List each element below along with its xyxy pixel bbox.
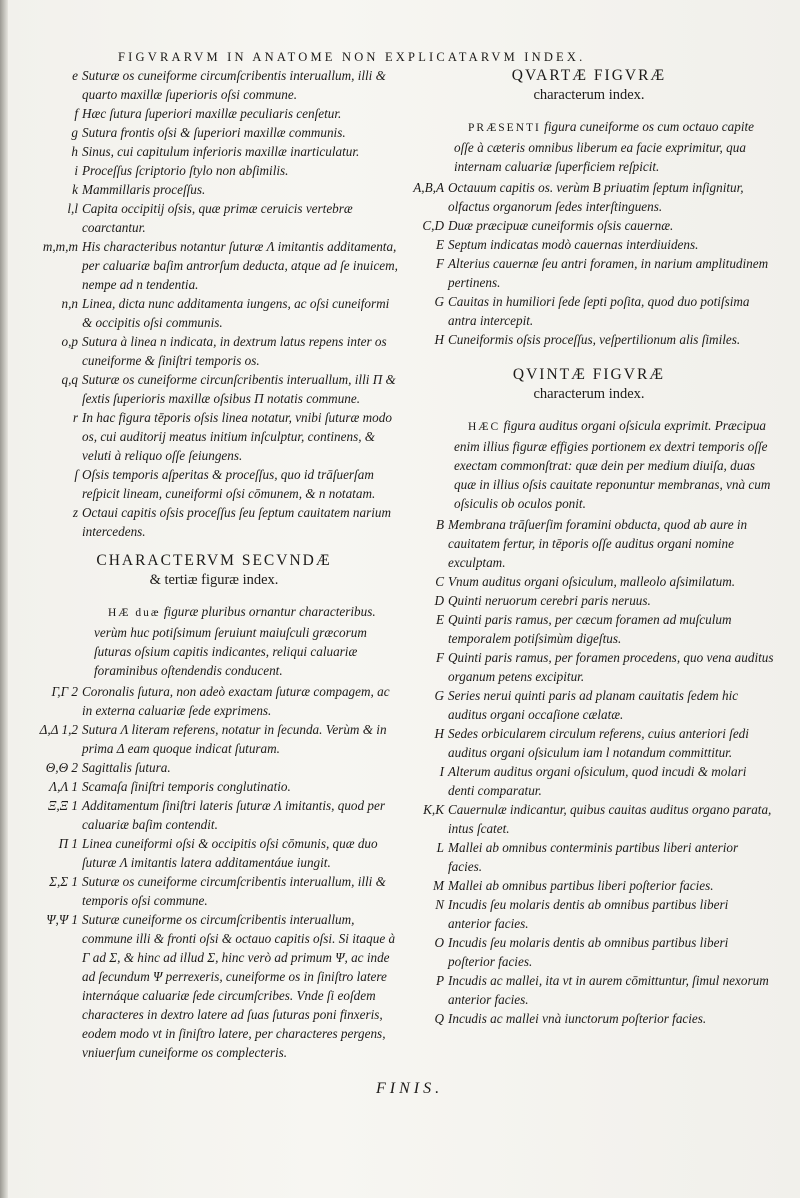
- entry-text: Suturæ os cuneiforme circumſcribentis interuallum, illi & temporis oſsi commune.: [82, 874, 386, 908]
- intro-fourth-figure: [404, 117, 774, 176]
- index-entry: [28, 294, 400, 332]
- heading-second-figure: CHARACTERVM SECVNDÆ: [96, 552, 332, 569]
- index-entry: [404, 933, 774, 971]
- entry-key: C: [435, 574, 444, 589]
- entry-text: Membrana trāſuerſim foramini obducta, quod ab aure in cauitatem fertur, in tēporis oſſe auditus organi nomine exculptam.: [448, 517, 748, 570]
- entry-key: B: [435, 517, 444, 532]
- entry-text: Sedes orbicularem circulum referens, cuius anteriori ſedi auditus organi oſsiculum iam l notandum committitur.: [448, 726, 749, 760]
- entry-text: Octaui capitis oſsis proceſſus ſeu ſeptum cauitatem narium intercedens.: [82, 505, 392, 539]
- index-entry: [28, 910, 400, 1062]
- index-entry: [28, 796, 400, 834]
- heading-fifth-figure: QVINTÆ FIGVRÆ: [512, 366, 666, 383]
- index-entry: [404, 178, 774, 216]
- entry-key: h: [71, 144, 78, 159]
- entry-key: C,D: [422, 218, 444, 233]
- index-entry: [404, 1009, 774, 1028]
- entry-text: Sutura frontis oſsi & ſuperiori maxillæ communis.: [82, 125, 346, 140]
- entry-text: Linea cuneiformi oſsi & occipitis oſsi cōmunis, quæ duo ſuturæ Λ imitantis latera additamentáue iungit.: [82, 836, 378, 870]
- entry-key: i: [74, 163, 78, 178]
- entry-key: k: [72, 182, 78, 197]
- index-entry: [28, 66, 400, 104]
- entry-text: Additamentum ſiniſtri lateris ſuturæ Λ imitantis, quod per caluariæ baſim contendit.: [82, 798, 385, 832]
- entry-text: Coronalis ſutura, non adeò exactam ſuturæ compagem, ac in externa caluariæ ſede exprimens.: [82, 684, 390, 718]
- entry-text: Incudis ac mallei, ita vt in aurem cōmittuntur, ſimul nexorum anterior facies.: [448, 973, 769, 1007]
- intro5-text: figura auditus organi oſsicula exprimit. Præcipua enim illius figuræ effigies portionem ex dextri temporis oſſe exectam commonſtrat: quæ dein per medium diuiſa, duas quæ in illius oſsis cauitate reponuntur membranas, vnà cum oſsiculis ob oculos ponit.: [454, 418, 771, 511]
- entry-key: e: [72, 68, 78, 83]
- entry-key: H: [434, 726, 444, 741]
- left-entries-first-figure: [28, 66, 400, 541]
- entry-key: G: [434, 688, 444, 703]
- entry-key: ſ: [74, 467, 78, 482]
- entry-text: Quinti paris ramus, per cæcum foramen ad muſculum temporalem potiſsimùm digeſtus.: [448, 612, 732, 646]
- entry-text: Suturæ cuneiforme os circumſcribentis interuallum, commune illi & fronti oſsi & octauo capitis oſsi. Si itaque à Γ ad Σ, & hinc ad illud Σ, hinc verò ad primum Ψ, ac inde ad ſecundum Ψ perrexeris, cuneiforme os in ſiniſtro latere internáque caluariæ ſede circumſcribes. Vnde ſi eoſdem characteres in dextro latere ad ſuas ſuturas poni finxeris, eodem modo vt in ſiniſtro latere, per characteres pergens, vniuerſum cuneiforme os complecteris.: [82, 912, 396, 1060]
- subheading-fourth-figure: characterum index.: [533, 87, 645, 103]
- entry-text: Proceſſus ſcriptorio ſtylo non abſimilis.: [82, 163, 289, 178]
- index-entry: [28, 142, 400, 161]
- entry-text: Mallei ab omnibus conterminis partibus liberi anterior facies.: [448, 840, 739, 874]
- entry-key: A,B,A: [413, 180, 444, 195]
- entry-text: Capita occipitij oſsis, quæ primæ ceruicis vertebræ coarctantur.: [82, 201, 353, 235]
- index-entry: [28, 237, 400, 294]
- entry-text: Suturæ os cuneiforme circunſcribentis interuallum, illi Π & ſextis ſuperioris maxillæ oſsibus Π notatis commune.: [82, 372, 396, 406]
- entry-key: Γ,Γ 2: [51, 684, 78, 699]
- index-entry: [404, 971, 774, 1009]
- intro-lead: HÆ duæ: [108, 607, 161, 619]
- entry-key: E: [435, 612, 444, 627]
- entry-text: Sagittalis ſutura.: [82, 760, 171, 775]
- entry-text: Septum indicatas modò cauernas interdiuidens.: [448, 237, 699, 252]
- entry-text: Octauum capitis os. verùm B priuatim ſeptum inſignitur, olfactus organorum ſedes interſtinguens.: [448, 180, 744, 214]
- entry-key: F: [435, 650, 444, 665]
- entry-text: Quinti neruorum cerebri paris neruus.: [448, 593, 651, 608]
- intro4-lead: PRÆSENTI: [468, 122, 541, 134]
- entry-key: M: [433, 878, 444, 893]
- entry-key: Σ,Σ 1: [49, 874, 78, 889]
- right-column: [404, 66, 774, 1028]
- entry-text: Sutura Λ literam referens, notatur in ſecunda. Verùm & in prima Δ eam quoque indicat ſuturam.: [82, 722, 387, 756]
- entry-key: O: [434, 935, 444, 950]
- index-entry: [28, 720, 400, 758]
- entry-text: Quinti paris ramus, per foramen procedens, quo vena auditus organum petens excipitur.: [448, 650, 774, 684]
- entry-key: r: [72, 410, 78, 425]
- entry-key: Δ,Δ 1,2: [39, 722, 78, 737]
- entry-text: Incudis ſeu molaris dentis ab omnibus partibus liberi poſterior facies.: [448, 935, 729, 969]
- entry-key: D: [434, 593, 444, 608]
- entry-key: H: [434, 332, 444, 347]
- entry-text: Cuneiformis oſsis proceſſus, veſpertilionum alis ſimiles.: [448, 332, 741, 347]
- entry-text: Sutura à linea n indicata, in dextrum latus repens inter os cuneiforme & ſiniſtri temporis os.: [82, 334, 387, 368]
- index-entry: [28, 503, 400, 541]
- index-entry: [404, 895, 774, 933]
- entry-text: In hac figura tēporis oſsis linea notatur, vnibi ſuturæ modo os, cui auditorij meatus initium inſculptur, continens, & veluti à reliquo oſſe ſeiungens.: [82, 410, 392, 463]
- intro-text: figuræ pluribus ornantur characteribus. verùm huc potiſsimum ſeruiunt maiuſculi græcorum ſuturas oſsium capitis indicantes, reliqui caluariæ foraminibus oſtendendis conducent.: [94, 604, 376, 678]
- entry-text: Vnum auditus organi oſsiculum, malleolo aſsimilatum.: [448, 574, 736, 589]
- entry-text: Incudis ſeu molaris dentis ab omnibus partibus liberi anterior facies.: [448, 897, 729, 931]
- finis-footer: FINIS.: [376, 1080, 444, 1097]
- entry-key: Q: [434, 1011, 444, 1026]
- subheading-second-figure: & tertiæ figuræ index.: [149, 572, 279, 588]
- index-entry: [404, 876, 774, 895]
- index-entry: [28, 408, 400, 465]
- entry-text: Mallei ab omnibus partibus liberi poſterior facies.: [448, 878, 714, 893]
- index-entry: [404, 686, 774, 724]
- entry-text: Duæ præcipuæ cuneiformis oſsis cauernæ.: [448, 218, 674, 233]
- entry-key: m,m,m: [42, 239, 78, 254]
- left-column: [28, 66, 400, 1062]
- index-entry: [28, 758, 400, 777]
- entry-key: z: [72, 505, 78, 520]
- intro-fifth-figure: [404, 416, 774, 513]
- entry-key: F: [435, 256, 444, 271]
- left-entries-second-figure: [28, 682, 400, 1062]
- index-entry: [28, 777, 400, 796]
- entry-key: q,q: [61, 372, 78, 387]
- heading-fourth-figure: QVARTÆ FIGVRÆ: [511, 67, 667, 84]
- entry-key: Π 1: [58, 836, 78, 851]
- index-entry: [28, 180, 400, 199]
- intro4-text: figura cuneiforme os cum octauo capite oſſe à cæteris omnibus liberum ea facie exprimitur, qua internam caluariæ ſuperficiem reſpicit.: [454, 119, 755, 174]
- entry-text: His characteribus notantur ſuturæ Λ imitantis additamenta, per caluariæ baſim antrorſum deducta, atque ad ſe inuicem, nempe ad n tendentia.: [82, 239, 398, 292]
- index-entry: [28, 682, 400, 720]
- index-entry: [28, 123, 400, 142]
- intro5-lead: HÆC: [468, 421, 501, 433]
- index-entry: [404, 572, 774, 591]
- index-entry: [404, 838, 774, 876]
- intro-second-figure: [28, 602, 400, 680]
- index-entry: [404, 330, 774, 349]
- index-entry: [404, 235, 774, 254]
- right-entries-fifth-figure: [404, 515, 774, 1028]
- page-gutter-shadow: [0, 0, 8, 1198]
- index-entry: [28, 104, 400, 123]
- entry-text: Mammillaris proceſſus.: [82, 182, 206, 197]
- right-entries-fourth-figure: [404, 178, 774, 349]
- entry-key: L: [436, 840, 444, 855]
- index-entry: [404, 800, 774, 838]
- entry-text: Cauernulæ indicantur, quibus cauitas auditus organo parata, intus ſcatet.: [448, 802, 772, 836]
- index-entry: [404, 216, 774, 235]
- entry-text: Series nerui quinti paris ad planam cauitatis ſedem hic auditus organi occaſione cælatæ.: [448, 688, 739, 722]
- entry-key: K,K: [423, 802, 444, 817]
- index-entry: [28, 370, 400, 408]
- index-entry: [404, 515, 774, 572]
- index-entry: [404, 762, 774, 800]
- entry-text: Alterum auditus organi oſsiculum, quod incudi & molari denti comparatur.: [448, 764, 747, 798]
- entry-key: Ξ,Ξ 1: [47, 798, 78, 813]
- entry-text: Incudis ac mallei vnà iunctorum poſterior facies.: [448, 1011, 707, 1026]
- index-entry: [28, 465, 400, 503]
- running-head: FIGVRARVM IN ANATOME NON EXPLICATARVM INDEX.: [118, 50, 586, 64]
- index-entry: [404, 648, 774, 686]
- index-entry: [404, 724, 774, 762]
- index-entry: [404, 292, 774, 330]
- entry-key: E: [435, 237, 444, 252]
- entry-text: Oſsis temporis aſperitas & proceſſus, quo id trāſuerſam reſpicit lineam, cuneiformi oſsi cōmunem, & n notatam.: [82, 467, 376, 501]
- index-entry: [28, 199, 400, 237]
- entry-key: Θ,Θ 2: [45, 760, 78, 775]
- entry-key: o,p: [61, 334, 78, 349]
- entry-key: N: [435, 897, 444, 912]
- entry-text: Linea, dicta nunc additamenta iungens, ac oſsi cuneiformi & occipitis oſsi communis.: [82, 296, 390, 330]
- entry-key: Λ,Λ 1: [49, 779, 78, 794]
- entry-text: Cauitas in humiliori ſede ſepti poſita, quod duo potiſsima antra intercepit.: [448, 294, 750, 328]
- subheading-fifth-figure: characterum index.: [533, 386, 645, 402]
- entry-key: n,n: [61, 296, 78, 311]
- index-entry: [28, 872, 400, 910]
- entry-text: Scamaſa ſiniſtri temporis conglutinatio.: [82, 779, 291, 794]
- entry-key: Ψ,Ψ 1: [46, 912, 78, 927]
- index-entry: [404, 591, 774, 610]
- index-entry: [28, 332, 400, 370]
- index-entry: [28, 161, 400, 180]
- entry-key: G: [434, 294, 444, 309]
- entry-text: Suturæ os cuneiforme circumſcribentis interuallum, illi & quarto maxillæ ſuperioris oſsi commune.: [82, 68, 386, 102]
- entry-key: f: [74, 106, 78, 121]
- index-entry: [404, 254, 774, 292]
- entry-key: l,l: [67, 201, 78, 216]
- index-entry: [28, 834, 400, 872]
- entry-text: Alterius cauernæ ſeu antri foramen, in narium amplitudinem pertinens.: [448, 256, 769, 290]
- index-entry: [404, 610, 774, 648]
- entry-text: Sinus, cui capitulum inferioris maxillæ inarticulatur.: [82, 144, 360, 159]
- entry-key: P: [435, 973, 444, 988]
- entry-key: I: [439, 764, 444, 779]
- entry-key: g: [71, 125, 78, 140]
- entry-text: Hæc ſutura ſuperiori maxillæ peculiaris cenſetur.: [82, 106, 342, 121]
